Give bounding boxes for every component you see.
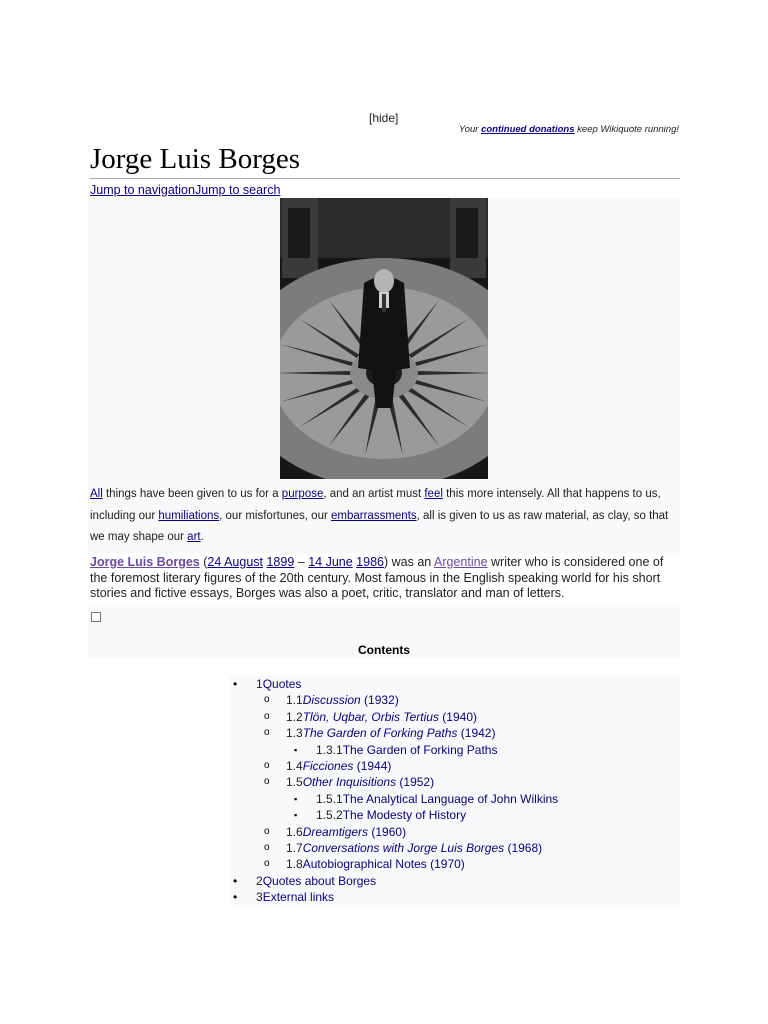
page-title: Jorge Luis Borges [90,143,680,179]
toc-link-title: Conversations with Jorge Luis Borges [302,840,505,855]
toc-item[interactable] [230,807,680,823]
quote-text: , our misfortunes, our [219,509,331,522]
toc-link-year: (1970) [426,857,465,872]
toc-link-text: Quotes about Borges [262,873,377,888]
bullet-icon: ▪ [294,810,298,821]
toc-number: 1.6 [286,824,303,839]
link-name[interactable]: Jorge Luis Borges [90,555,200,569]
link-argentine[interactable]: Argentine [434,555,488,569]
borges-portrait-image[interactable] [280,198,488,479]
intro-text: ( [199,555,208,569]
toc-number: 1.8 [286,857,303,872]
toc-item[interactable] [230,824,680,840]
toc-header [88,607,680,658]
bullet-icon: o [264,841,270,853]
donation-link[interactable]: continued donations [481,124,575,135]
bullet-icon: o [264,759,270,771]
jump-to-navigation-link[interactable]: Jump to navigation [90,183,195,197]
toc-item[interactable] [230,889,680,905]
intro-text: writer who is considered one of the foremost literary figures of the 20th century. Most famous in the English speaking world for his short stories and fictive essays, Borges was also a poet, critic, translator and man of letters. [90,555,664,600]
toc-item[interactable] [230,774,680,790]
bullet-icon: ▪ [294,793,298,804]
toc-link-year: (1942) [457,726,496,741]
quote-text: this more intensely. All that happens to us, including our [90,488,661,522]
jump-links [90,183,280,197]
donation-suffix: keep Wikiquote running! [574,124,679,135]
toc-number: 1.4 [286,758,303,773]
toc-number: 1 [256,677,263,691]
toc-link[interactable] [303,825,406,839]
toc-item[interactable] [230,840,680,856]
toc-item[interactable] [230,791,680,807]
toc-link[interactable] [303,857,465,871]
toc-item[interactable] [230,709,680,725]
toc-link-text: The Garden of Forking Paths [342,742,498,757]
toc-link-title: Ficciones [302,758,354,773]
bullet-icon: o [264,710,270,722]
toc-item[interactable] [230,856,680,872]
link-embarrassments[interactable]: embarrassments [331,509,417,522]
portrait-drawing [280,198,488,479]
toc-item[interactable] [230,676,680,692]
toc-link-year: (1968) [504,840,543,855]
toc-link-year: (1952) [396,775,435,790]
toc-link-text: The Analytical Language of John Wilkins [342,791,559,806]
featured-quote [90,484,676,549]
hide-link[interactable]: [hide] [369,111,399,125]
quote-text: , and an artist must [323,488,425,500]
toc-number: 1.3 [286,726,303,741]
jump-to-search-link[interactable]: Jump to search [194,183,281,197]
toc-link[interactable] [343,743,498,757]
link-death-day[interactable]: 14 June [308,555,353,569]
link-feel[interactable]: feel [424,488,443,500]
toc-link-year: (1944) [353,758,392,773]
toc-link-year: (1960) [368,824,407,839]
donation-prefix: Your [458,124,482,135]
quote-text: things have been given to us for a [102,488,282,500]
toc-link[interactable] [303,710,477,724]
toc-link-title: Tlön, Uqbar, Orbis Tertius [302,709,439,724]
link-humiliations[interactable]: humiliations [158,509,220,522]
bullet-icon: • [233,677,238,691]
toc-link[interactable] [263,677,302,691]
infobox [88,198,680,553]
toc-link-year: (1932) [360,693,399,708]
toc-link[interactable] [263,874,376,888]
toc-link-year: (1940) [438,709,477,724]
toc-link-title: Discussion [302,693,361,708]
toc-title: Contents [358,643,410,657]
bullet-icon: o [264,776,270,788]
bullet-icon: ▪ [294,744,298,755]
toc-number: 3 [256,890,263,905]
intro-text: – [294,555,309,569]
toc-item[interactable] [230,742,680,758]
toc-number: 1.5 [286,775,303,790]
toc-link-title: The Garden of Forking Paths [302,726,458,741]
bullet-icon: o [264,858,270,870]
quote-text: , all is given to us as raw material, as clay, so that we may shape our [90,509,669,543]
toc-number: 1.1 [286,693,303,708]
link-all[interactable]: All [90,488,103,500]
toc-link-title: Other Inquisitions [302,775,397,790]
toc-list [230,676,680,905]
link-death-year[interactable]: 1986 [356,555,384,569]
toc-number: 1.2 [286,709,303,724]
toc-number: 1.5.2 [316,808,343,823]
link-art[interactable]: art [187,531,201,543]
link-birth-day[interactable]: 24 August [207,555,263,569]
toc-item[interactable] [230,873,680,889]
toc-link-text: Autobiographical Notes [302,857,427,872]
toc-number: 1.3.1 [316,742,343,757]
donation-notice [459,124,679,135]
toc-link[interactable] [343,792,558,806]
toc-number: 1.7 [286,840,303,855]
toc-item[interactable] [230,758,680,774]
bullet-icon: o [264,694,270,706]
intro-text: ) was an [383,555,435,569]
toc-link[interactable] [263,890,334,904]
toc-link-text: The Modesty of History [342,808,467,823]
bullet-icon: o [264,727,270,739]
toc-link[interactable] [303,693,399,707]
toc-number: 1.5.1 [316,791,343,806]
toc-link[interactable] [303,759,392,773]
toc-link-title: Dreamtigers [302,824,369,839]
bullet-icon: • [233,873,238,888]
bullet-icon: o [264,825,270,837]
toc-link-text: External links [262,890,335,905]
intro-paragraph [90,555,680,602]
toc-toggle-checkbox[interactable] [91,612,101,622]
toc-number: 2 [256,873,263,888]
link-purpose[interactable]: purpose [281,488,324,500]
toc-item[interactable] [230,692,680,708]
quote-text: . [200,531,204,543]
link-birth-year[interactable]: 1899 [266,555,295,569]
toc-link[interactable] [303,775,434,789]
toc-link[interactable] [303,841,542,855]
toc-item[interactable] [230,725,680,741]
toc-link[interactable] [303,726,496,740]
bullet-icon: • [233,890,238,905]
toc-link[interactable] [343,808,466,822]
toc-link-text: Quotes [262,677,302,691]
